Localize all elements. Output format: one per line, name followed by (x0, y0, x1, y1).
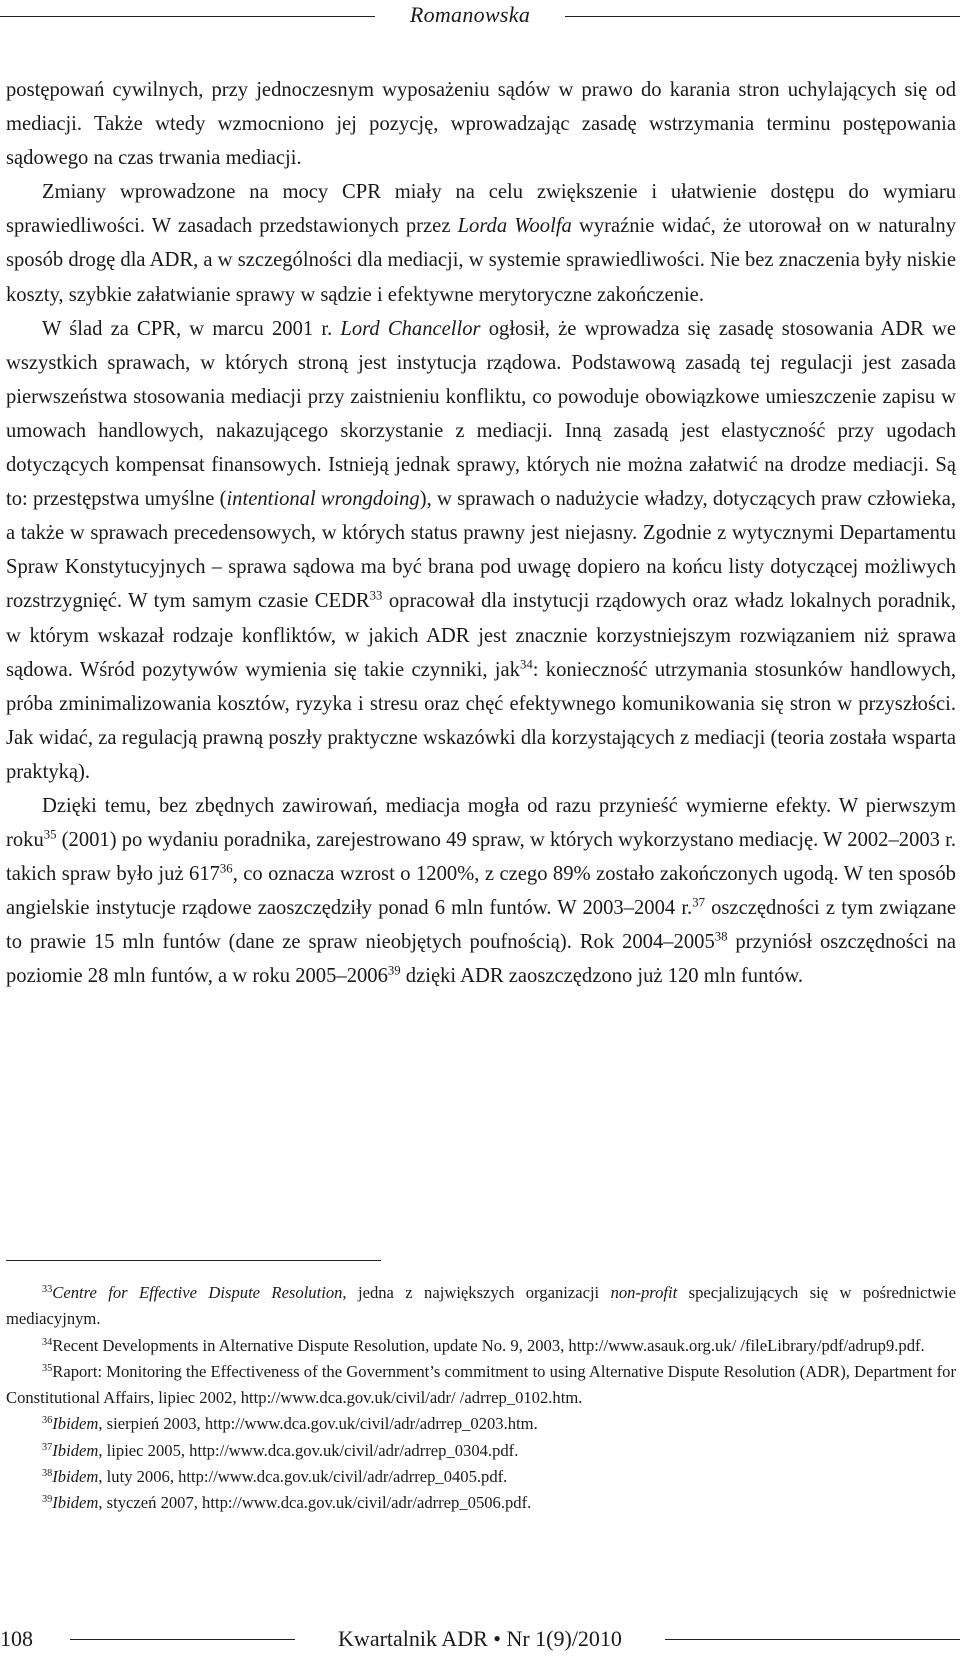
paragraph-2: Zmiany wprowadzone na mocy CPR miały na celu zwiększenie i ułatwienie dostępu do wymiaru sprawiedliwości. W zasadach przedstawionych przez Lorda Woolfa wyraźnie widać, że utorował on w naturalny sposób drogę dla ADR, a w szczególności dla mediacji, w systemie sprawiedliwości. Nie bez znaczenia były niskie koszty, szybkie załatwianie sprawy w sądzie i efektywne merytoryczne zakończenie. (6, 181, 957, 306)
header-rule-left (0, 16, 375, 17)
footnote-separator (6, 1260, 381, 1261)
footnote-ref-35[interactable]: 35 (43, 827, 57, 842)
footnote-35-text[interactable]: Raport: Monitoring the Effectiveness of the Government’s commitment to using Alternative Dispute Resolution (ADR), Department for Constitutional Affairs, lipiec 2002, http://www.dca.gov.uk/civil/adr/ /adrrep_0102.htm. (6, 1361, 956, 1408)
footnote-34-text[interactable]: Recent Developments in Alternative Dispute Resolution, update No. 9, 2003, http://www.asauk.org.uk/ /fileLibrary/pdf/adrup9.pdf. (52, 1335, 925, 1355)
footnote-33: $^{33}$Centre for Effective Dispute Resolution, jedna z największych organizacji non-profit specjalizujących się w pośrednictwie mediacyjnym. (6, 1283, 956, 1329)
running-header (0, 0, 960, 34)
emphasis-intentional-wrongdoing: intentional wrongdoing (226, 488, 420, 511)
footnote-ref-36[interactable]: 36 (219, 861, 233, 876)
paragraph-4: Dzięki temu, bez zbędnych zawirowań, mediacja mogła od razu przynieść wymierne efekty. W pierwszym roku$^{35}$ (2001) po wydaniu poradnika, zarejestrowano 49 spraw, w których wykorzystano mediację. W 2002–2003 r. takich spraw było już $617^{36}$, co oznacza wzrost o 1200%, z czego 89% zostało zakończonych ugodą. W ten sposób angielskie instytucje rządowe zaoszczędziły ponad 6 mln funtów. W 2003–2004 r.$^{37}$ oszczędności z tym związane to prawie 15 mln funtów (dane ze spraw nieobjętych poufnością). Rok 2004–2005$^{38}$ przyniósł oszczędności na poziomie 28 mln funtów, a w roku 2005–2006$^{39}$ dzięki ADR zaoszczędzono już 120 mln funtów. (6, 794, 956, 988)
footnote-37-text[interactable]: , lipiec 2005, http://www.dca.gov.uk/civil/adr/adrrep_0304.pdf. (98, 1440, 519, 1460)
footnote-37: $^{37}$Ibidem, lipiec 2005, http://www.dca.gov.uk/civil/adr/adrrep_0304.pdf. (42, 1440, 519, 1460)
footnote-ref-33[interactable]: 33 (369, 588, 383, 603)
footnote-ref-39[interactable]: 39 (387, 963, 401, 978)
footnote-ref-34[interactable]: 34 (519, 656, 533, 671)
paragraph-1: postępowań cywilnych, przy jednoczesnym wyposażeniu sądów w prawo do karania stron uchylających się od mediacji. Także wtedy wzmocniono jej pozycję, wprowadzając zasadę wstrzymania terminu postępowania sądowego na czas trwania mediacji. (6, 79, 956, 170)
header-rule-right (565, 16, 960, 17)
page-number: 108 (0, 1626, 33, 1651)
footnote-35: $^{35}$Raport: Monitoring the Effectiveness of the Government’s commitment to using Alternative Dispute Resolution (ADR), Department for Constitutional Affairs, lipiec 2002, http://www.dca.gov.uk/civil/adr/ /adrrep_0102.htm. (6, 1361, 956, 1408)
footnote-ref-38[interactable]: 38 (714, 929, 728, 944)
journal-title: Kwartalnik ADR • Nr 1(9)/2010 (338, 1626, 622, 1651)
footer-rule-right (665, 1639, 960, 1640)
running-header-author: Romanowska (409, 2, 531, 27)
footnote-ref-37[interactable]: 37 (692, 895, 705, 910)
footnote-38-text[interactable]: , luty 2006, http://www.dca.gov.uk/civil/adr/adrrep_0405.pdf. (98, 1467, 508, 1487)
footnote-38: $^{38}$Ibidem, luty 2006, http://www.dca.gov.uk/civil/adr/adrrep_0405.pdf. (42, 1467, 508, 1487)
running-footer (0, 1622, 960, 1652)
footnote-39: $^{39}$Ibidem, styczeń 2007, http://www.dca.gov.uk/civil/adr/adrrep_0506.pdf. (42, 1493, 532, 1513)
footnote-34: $^{34}$Recent Developments in Alternative Dispute Resolution, update No. 9, 2003, http://www.asauk.org.uk/ /fileLibrary/pdf/adrup9.pdf. (42, 1335, 925, 1355)
footnotes (6, 1280, 956, 1517)
footnote-36-text[interactable]: , sierpień 2003, http://www.dca.gov.uk/civil/adr/adrrep_0203.htm. (98, 1414, 538, 1434)
emphasis-lord-chancellor: Lord Chancellor (340, 317, 481, 340)
paragraph-3: W ślad za CPR, w marcu 2001 r. Lord Chancellor ogłosił, że wprowadza się zasadę stosowania ADR we wszystkich sprawach, w których stroną jest instytucja rządowa. Podstawową zasadą tej regulacji jest zasada pierwszeństwa stosowania mediacji przy zaistnieniu konfliktu, co powoduje obowiązkowe umieszczenie zapisu w umowach handlowych, nakazującego skorzystanie z mediacji. Inną zasadą jest elastyczność przy ugodach dotyczących kompensat finansowych. Istnieją jednak sprawy, których nie można załatwić na drodze mediacji. Są to: przestępstwa umyślne (intentional wrongdoing), w sprawach o nadużycie władzy, dotyczących praw człowieka, a także w sprawach precedensowych, w których status prawny jest niejasny. Zgodnie z wytycznymi Departamentu Spraw Konstytucyjnych – sprawa sądowa ma być brana pod uwagę dopiero na końcu listy dotyczącej możliwych rozstrzygnięć. W tym samym czasie CEDR$^{33}$ opracował dla instytucji rządowych oraz władz lokalnych poradnik, w którym wskazał rodzaje konfliktów, w jakich ADR jest znacznie korzystniejszym rozwiązaniem niż sprawa sądowa. Wśród pozytywów wymienia się takie czynniki, jak$^{34}$: konieczność utrzymania stosunków handlowych, próba zminimalizowania kosztów, ryzyka i stresu oraz chęć efektywnego komunikowania się stron w przyszłości. Jak widać, za regulacją prawną poszły praktyczne wskazówki dla korzystających z mediacji (teoria została wsparta praktyką). (6, 317, 957, 783)
footnote-36: $^{36}$Ibidem, sierpień 2003, http://www.dca.gov.uk/civil/adr/adrrep_0203.htm. (42, 1414, 538, 1434)
body-text (6, 73, 956, 994)
footer-rule-left (70, 1639, 295, 1640)
emphasis-lorda-woolfa: Lorda Woolfa (457, 215, 572, 238)
footnote-39-text[interactable]: , styczeń 2007, http://www.dca.gov.uk/civil/adr/adrrep_0506.pdf. (98, 1493, 532, 1513)
